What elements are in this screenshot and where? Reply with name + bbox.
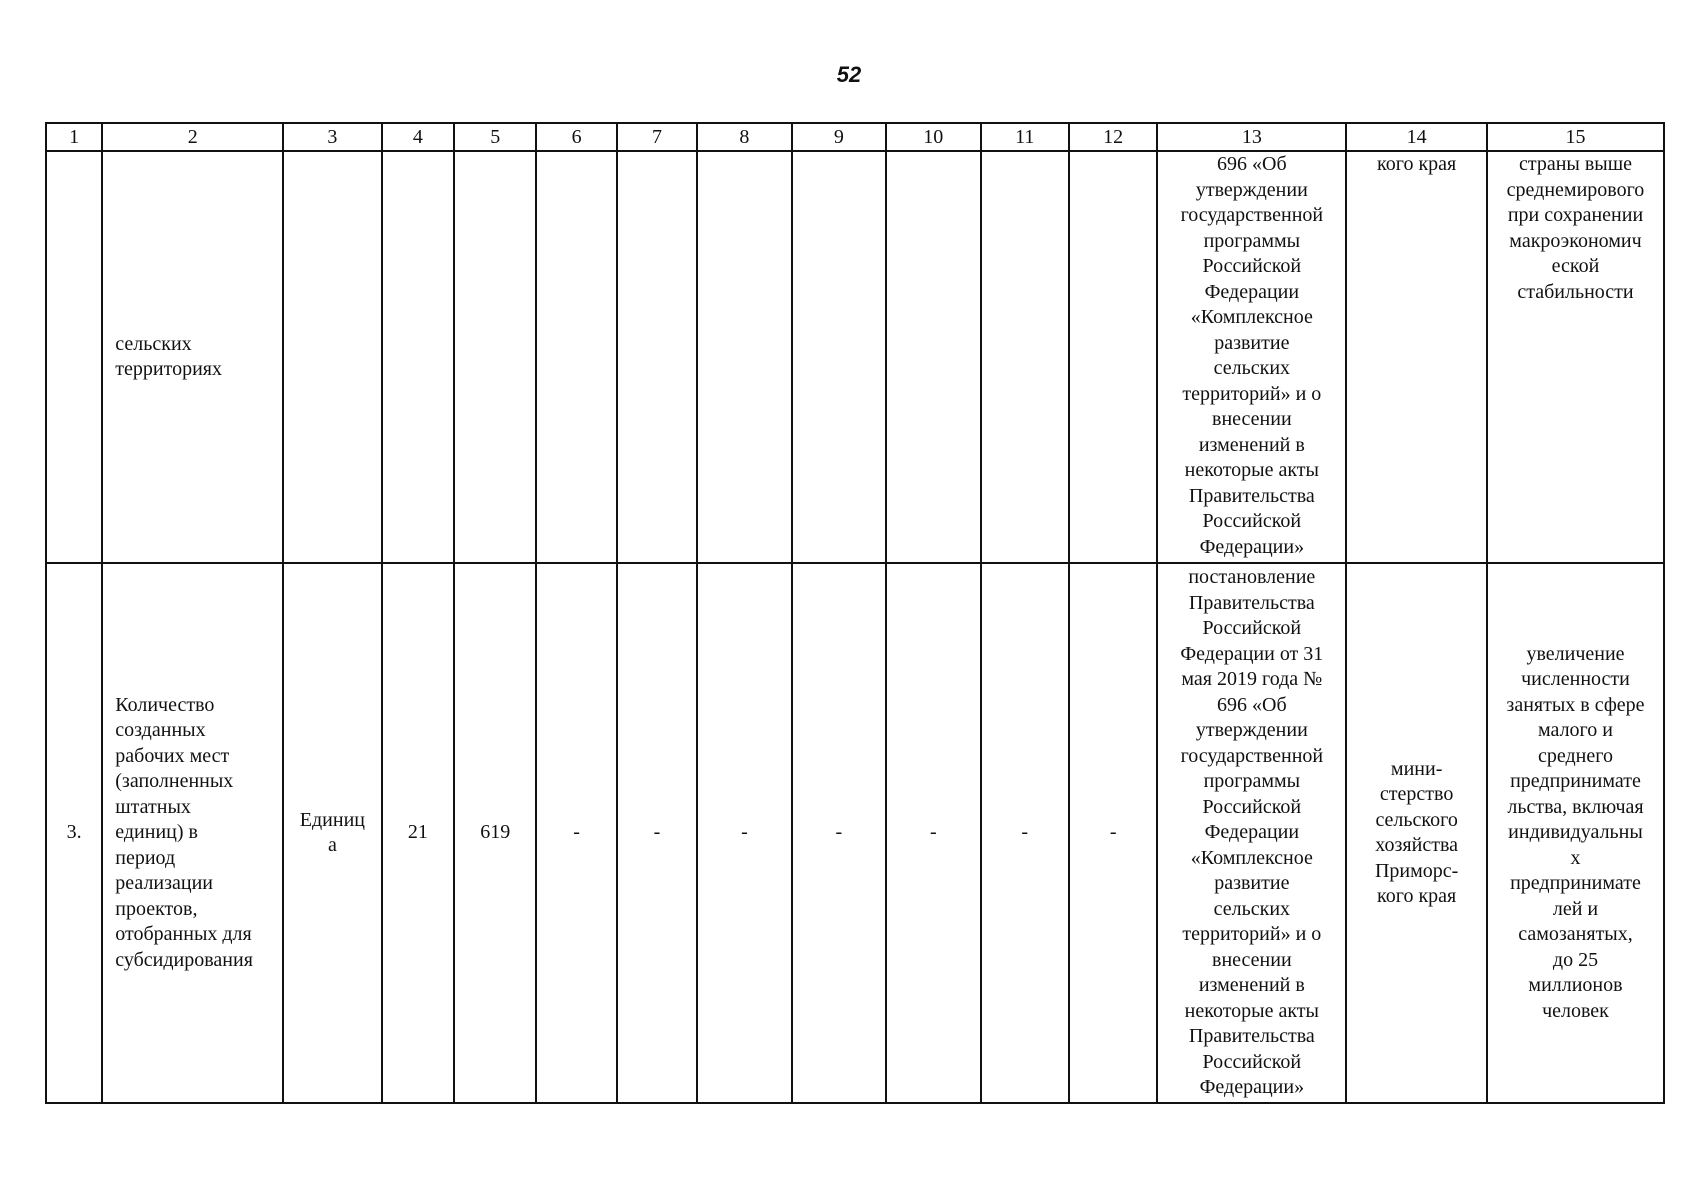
column-number-row — [46, 123, 1664, 151]
responsible-cell: мини- стерство сельского хозяйства Приморс- кого края — [1346, 563, 1487, 1103]
unit-cell: Единиц а — [283, 563, 381, 1103]
value-cell: - — [886, 563, 980, 1103]
indicators-table — [45, 122, 1665, 1104]
indicator-name-cell: сельских территориях — [102, 151, 283, 563]
column-header: 9 — [792, 123, 886, 151]
document-basis-cell: постановление Правительства Российской Федерации от 31 мая 2019 года № 696 «Об утверждении государственной программы Российской Федерации «Комплексное развитие сельских территорий» и о внесении изменений в некоторые акты Правительства Российской Федерации» — [1157, 563, 1346, 1103]
value-cell — [1069, 151, 1157, 563]
column-header: 8 — [697, 123, 791, 151]
value-cell: - — [1069, 563, 1157, 1103]
table-row — [46, 151, 1664, 563]
value-cell — [886, 151, 980, 563]
responsible-cell: кого края — [1346, 151, 1487, 563]
goal-link-cell: страны выше среднемирового при сохранении макроэкономич еской стабильности — [1487, 151, 1664, 563]
column-header: 15 — [1487, 123, 1664, 151]
value-cell: - — [697, 563, 791, 1103]
value-cell — [454, 151, 536, 563]
goal-link-cell: увеличение численности занятых в сфере малого и среднего предпринимате льства, включая индивидуальны х предпринимате лей и самозанятых, до 25 миллионов человек — [1487, 563, 1664, 1103]
column-header: 4 — [382, 123, 454, 151]
page-number: 52 — [836, 62, 862, 87]
column-header: 3 — [283, 123, 381, 151]
row-number-cell: 3. — [46, 563, 102, 1103]
column-header: 12 — [1069, 123, 1157, 151]
row-number-cell — [46, 151, 102, 563]
value-cell: - — [536, 563, 616, 1103]
value-cell — [792, 151, 886, 563]
column-header: 5 — [454, 123, 536, 151]
column-header: 13 — [1157, 123, 1346, 151]
unit-cell — [283, 151, 381, 563]
column-header: 10 — [886, 123, 980, 151]
value-cell — [697, 151, 791, 563]
document-basis-cell: 696 «Об утверждении государственной программы Российской Федерации «Комплексное развитие сельских территорий» и о внесении изменений в некоторые акты Правительства Российской Федерации» — [1157, 151, 1346, 563]
value-cell: 619 — [454, 563, 536, 1103]
column-header: 2 — [102, 123, 283, 151]
value-cell — [382, 151, 454, 563]
column-header: 14 — [1346, 123, 1487, 151]
value-cell: - — [792, 563, 886, 1103]
value-cell — [981, 151, 1069, 563]
value-cell — [536, 151, 616, 563]
value-cell: - — [981, 563, 1069, 1103]
value-cell — [617, 151, 697, 563]
value-cell: - — [617, 563, 697, 1103]
column-header: 11 — [981, 123, 1069, 151]
column-header: 6 — [536, 123, 616, 151]
column-header: 7 — [617, 123, 697, 151]
value-cell: 21 — [382, 563, 454, 1103]
indicator-name-cell: Количество созданных рабочих мест (заполненных штатных единиц) в период реализации проектов, отобранных для субсидирования — [102, 563, 283, 1103]
table-row — [46, 563, 1664, 1103]
column-header: 1 — [46, 123, 102, 151]
